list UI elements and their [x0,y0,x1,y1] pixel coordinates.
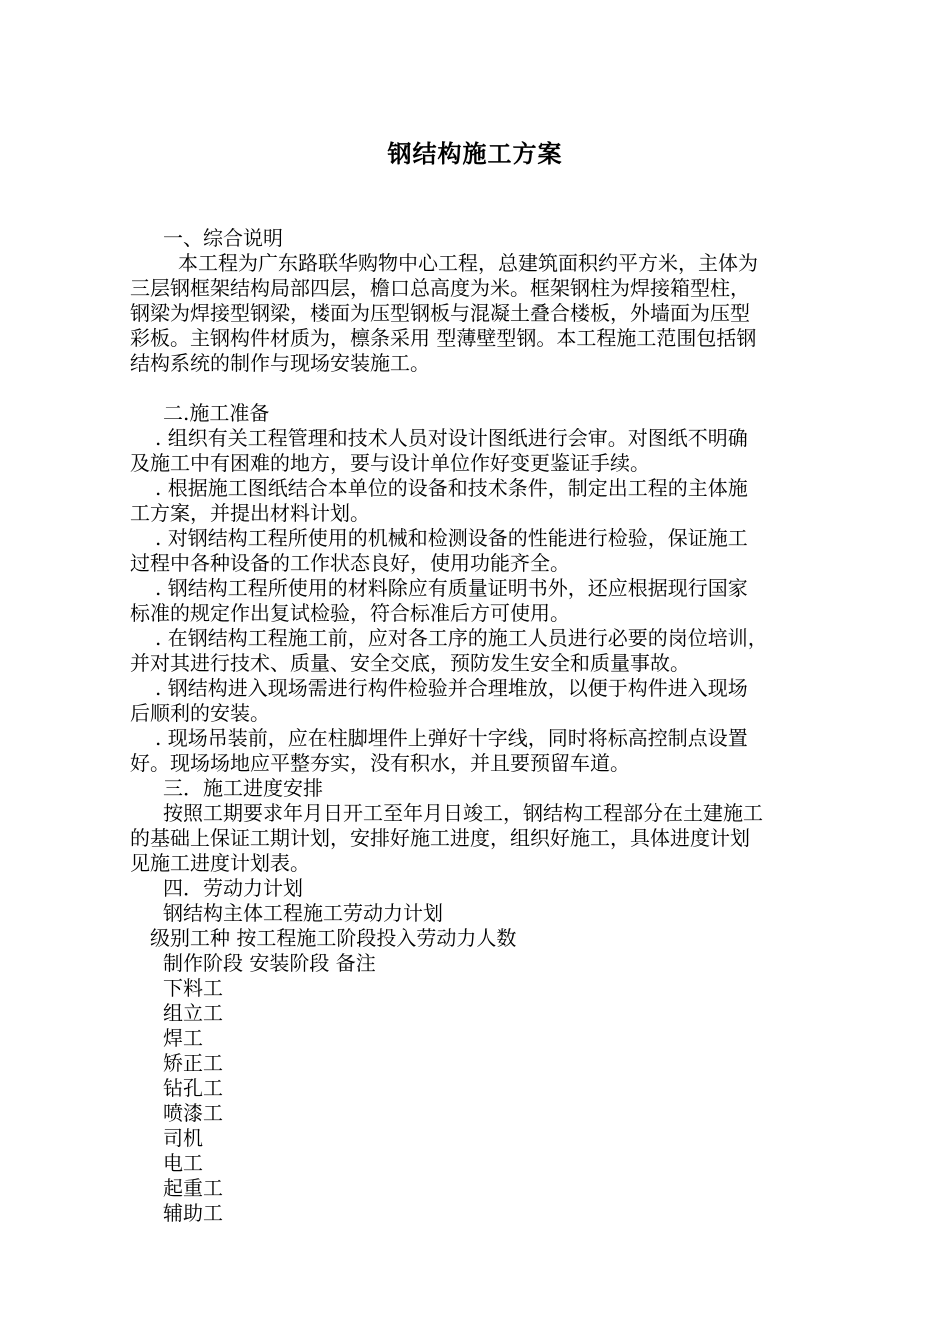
list-item-line: . 对钢结构工程所使用的机械和检测设备的性能进行检验，保证施工 [155,526,748,550]
paragraph-line: 按照工期要求年月日开工至年月日竣工，钢结构工程部分在土建施工 [163,801,763,825]
list-item-line: 工方案，并提出材料计划。 [130,501,370,525]
paragraph-line: 见施工进度计划表。 [130,851,310,875]
labor-table-row: 辅助工 [163,1201,223,1225]
heading-labor-plan: 四．劳动力计划 [163,876,303,900]
labor-table-row: 焊工 [163,1026,203,1050]
list-item-line: 好。现场场地应平整夯实，没有积水，并且要预留车道。 [130,751,630,775]
labor-table-row: 起重工 [163,1176,223,1200]
paragraph-line: 钢梁为焊接型钢梁，楼面为压型钢板与混凝土叠合楼板，外墙面为压型 [130,301,750,325]
document-title: 钢结构施工方案 [387,139,563,168]
paragraph-line: 彩板。主钢构件材质为，檩条采用 型薄壁型钢。本工程施工范围包括钢 [130,326,757,350]
labor-table-row: 钻孔工 [163,1076,223,1100]
heading-preparation: 二.施工准备 [163,401,270,425]
labor-table-row: 喷漆工 [163,1101,223,1125]
list-item-line: . 现场吊装前，应在柱脚埋件上弹好十字线，同时将标高控制点设置 [155,726,748,750]
list-item-line: 标准的规定作出复试检验，符合标准后方可使用。 [130,601,570,625]
labor-table-row: 矫正工 [163,1051,223,1075]
list-item-line: 并对其进行技术、质量、安全交底，预防发生安全和质量事故。 [130,651,690,675]
list-item-line: . 组织有关工程管理和技术人员对设计图纸进行会审。对图纸不明确 [155,426,748,450]
paragraph-line: 本工程为广东路联华购物中心工程，总建筑面积约平方米，主体为 [178,251,758,275]
paragraph-line: 结构系统的制作与现场安装施工。 [130,351,430,375]
paragraph-line: 的基础上保证工期计划，安排好施工进度，组织好施工，具体进度计划 [130,826,750,850]
labor-table-row: 电工 [163,1151,203,1175]
list-item-line: 过程中各种设备的工作状态良好，使用功能齐全。 [130,551,570,575]
labor-table-row: 下料工 [163,976,223,1000]
list-item-line: . 钢结构工程所使用的材料除应有质量证明书外，还应根据现行国家 [155,576,748,600]
list-item-line: 后顺利的安装。 [130,701,270,725]
labor-table-row: 司机 [163,1126,203,1150]
labor-table-subheader: 制作阶段 安装阶段 备注 [163,951,376,975]
list-item-line: . 根据施工图纸结合本单位的设备和技术条件，制定出工程的主体施 [155,476,748,500]
heading-general: 一、综合说明 [163,226,283,250]
list-item-line: 及施工中有困难的地方，要与设计单位作好变更鉴证手续。 [130,451,650,475]
paragraph-line: 三层钢框架结构局部四层，檐口总高度为米。框架钢柱为焊接箱型柱， [130,276,750,300]
list-item-line: . 钢结构进入现场需进行构件检验并合理堆放，以便于构件进入现场 [155,676,748,700]
list-item-line: . 在钢结构工程施工前，应对各工序的施工人员进行必要的岗位培训， [155,626,768,650]
heading-schedule: 三．施工进度安排 [163,776,323,800]
labor-table-row: 组立工 [163,1001,223,1025]
labor-table-title: 钢结构主体工程施工劳动力计划 [163,901,443,925]
labor-table-header: 级别工种 按工程施工阶段投入劳动力人数 [150,926,517,950]
